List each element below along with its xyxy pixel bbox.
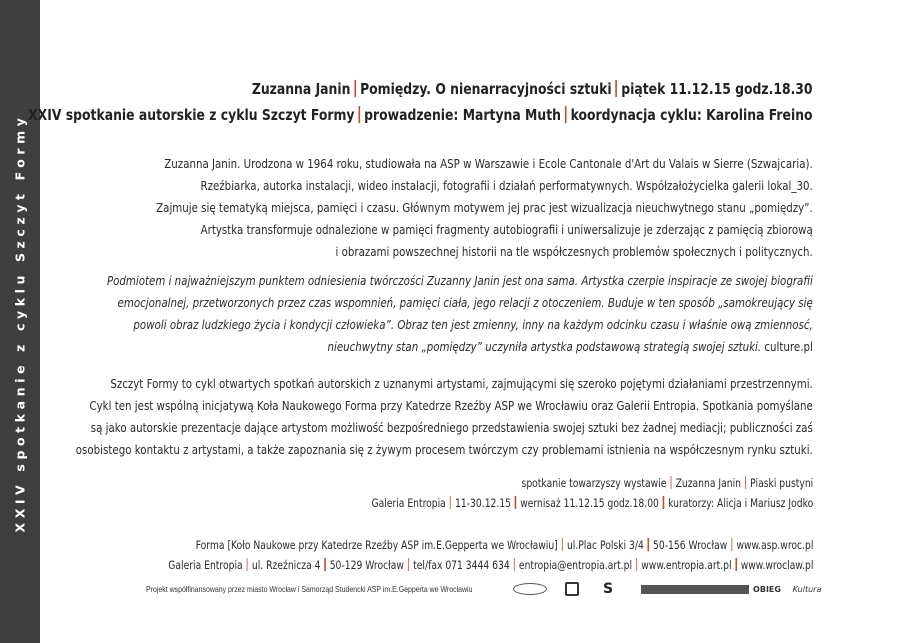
event-date: piątek 11.12.15 godz.18.30 bbox=[621, 80, 813, 98]
separator bbox=[450, 496, 451, 509]
curators: kuratorzy: Alicja i Mariusz Jodko bbox=[667, 496, 813, 510]
paragraph-line: emocjonalnej, przetworzonych przez czas wspomnień, pamięci ciała, jego relacji z otoczeniem. Buduje w ten sposób „samokreujący się bbox=[117, 295, 813, 310]
paragraph-line: Zuzanna Janin. Urodzona w 1964 roku, studiowała na ASP w Warszawie i Ecole Cantonale d'Art du Valais w Sierre (Szwajcaria). bbox=[164, 156, 813, 171]
wroclaw-website-link[interactable]: www.wroclaw.pl bbox=[740, 558, 813, 572]
separator bbox=[745, 476, 746, 489]
separator bbox=[647, 538, 648, 551]
separator bbox=[408, 558, 409, 571]
paragraph-line: Zajmuje się tematyką miejsca, pamięci i czasu. Głównym motywem jej prac jest wizualizacja nieuchwytnego stanu „pomiędzy”. bbox=[156, 200, 813, 215]
separator bbox=[731, 538, 732, 551]
header-line-2 bbox=[29, 102, 813, 128]
exhibition-line-2 bbox=[371, 493, 813, 513]
header-line-1 bbox=[29, 76, 813, 102]
contact-info bbox=[7, 535, 813, 575]
host: prowadzenie: Martyna Muth bbox=[364, 106, 562, 124]
meeting-title: XXIV spotkanie autorskie z cyklu Szczyt Formy bbox=[28, 106, 355, 124]
kultura-logo: Kultura bbox=[792, 584, 822, 594]
gallery-phone: tel/fax 071 3444 634 bbox=[412, 558, 510, 572]
sidebar-title: XXIV spotkanie z cyklu Szczyt Formy bbox=[12, 113, 28, 533]
paragraph-line: Szczyt Formy to cykl otwartych spotkań autorskich z uznanymi artystami, zajmującymi się szeroko pojętymi działaniami przestrzennymi. bbox=[110, 376, 814, 391]
separator bbox=[359, 106, 361, 123]
exhibition-note: spotkanie towarzyszy wystawie bbox=[521, 476, 667, 490]
paragraph-line: powoli obraz ludzkiego życia i kondycji człowieka”. Obraz ten jest zmienny, inny na każdym odcinku czasu i właśnie ową zmiennosć, bbox=[133, 317, 813, 332]
paragraph-line bbox=[107, 336, 813, 358]
exhibition-line-1 bbox=[371, 473, 813, 493]
separator bbox=[616, 80, 618, 97]
exhibition-title: Piaski pustyni bbox=[749, 476, 813, 490]
paragraph-line: są jako autorskie prezentacje dające artystom możliwość bezpośredniego przedstawienia swojej sztuki bez żadnej mediacji; publiczności zaś bbox=[90, 420, 813, 435]
separator bbox=[246, 558, 247, 571]
funding-note: Projekt współfinansowany przez miasto Wrocław i Samorząd Studencki ASP im.E.Gepperta we Wrocławiu bbox=[146, 585, 473, 594]
contact-line-2 bbox=[168, 555, 813, 575]
separator bbox=[735, 558, 736, 571]
separator bbox=[670, 476, 671, 489]
separator bbox=[561, 538, 562, 551]
exhibition-info bbox=[261, 473, 813, 513]
artist-name: Zuzanna Janin bbox=[252, 80, 351, 98]
gallery-name: Galeria Entropia bbox=[371, 496, 446, 510]
gallery-email-link[interactable]: entropia@entropia.art.pl bbox=[518, 558, 632, 572]
organizer: Forma [Koło Naukowe przy Katedrze Rzeźby ASP im.E.Gepperta we Wrocławiu] bbox=[195, 538, 558, 552]
sponsor-logos bbox=[512, 580, 822, 600]
organizer-address: ul.Plac Polski 3/4 bbox=[566, 538, 644, 552]
separator bbox=[324, 558, 325, 571]
header bbox=[0, 76, 813, 128]
lecture-title: Pomiędzy. O nienarracyjności sztuki bbox=[360, 80, 613, 98]
gallery-name: Galeria Entropia bbox=[167, 558, 243, 572]
asp-website-link[interactable]: www.asp.wroc.pl bbox=[736, 538, 813, 552]
separator bbox=[513, 558, 514, 571]
biography-paragraph bbox=[12, 153, 813, 263]
separator bbox=[636, 558, 637, 571]
paragraph-line: osobistego kontaktu z artystami, a także zapoznania się z żywym procesem twórczym czy problemami istnienia na współczesnym rynku sztuki. bbox=[75, 442, 813, 457]
paragraph-line: i obrazami powszechnej historii na tle współczesnych problemów społecznych i politycznych. bbox=[335, 244, 813, 259]
separator bbox=[515, 496, 516, 509]
quote-source: culture.pl bbox=[764, 339, 813, 354]
gallery-address: ul. Rzeźnicza 4 bbox=[251, 558, 321, 572]
wroclaw-logo bbox=[640, 580, 750, 598]
paragraph-line: Rzeźbiarka, autorka instalacji, wideo instalacji, fotografii i działań performatywnych. Współzałożycielka galerii lokal_30. bbox=[200, 178, 813, 193]
entropia-logo bbox=[512, 580, 548, 598]
quote-paragraph bbox=[0, 270, 813, 358]
entropia-website-link[interactable]: www.entropia.art.pl bbox=[640, 558, 732, 572]
obieg-logo: OBIEG bbox=[753, 584, 781, 594]
exhibition-dates: 11-30.12.15 bbox=[454, 496, 511, 510]
cycle-description-paragraph bbox=[0, 373, 813, 461]
paragraph-line: Artystka transformuje odnalezione w pamięci fragmenty autobiografii i uniwersalizuje je zderzając z pamięcią zbiorową bbox=[200, 222, 814, 237]
quote-last-line: nieuchwytny stan „pomiędzy” uczyniła artystka podstawową strategią swojej sztuki. bbox=[327, 339, 762, 354]
exhibition-artist: Zuzanna Janin bbox=[675, 476, 741, 490]
student-council-logo: S bbox=[602, 581, 614, 597]
opening-time: wernisaż 11.12.15 godz.18.00 bbox=[520, 496, 659, 510]
paragraph-line: Cykl ten jest wspólną inicjatywą Koła Naukowego Forma przy Katedrze Rzeźby ASP we Wrocławiu oraz Galerii Entropia. Spotkania pomyślane bbox=[89, 398, 813, 413]
organizer-postcode: 50-156 Wrocław bbox=[652, 538, 727, 552]
contact-line-1 bbox=[168, 535, 813, 555]
coordinator: koordynacja cyklu: Karolina Freino bbox=[571, 106, 813, 124]
separator bbox=[565, 106, 567, 123]
separator bbox=[355, 80, 357, 97]
asp-logo bbox=[564, 580, 580, 598]
gallery-postcode: 50-129 Wrocław bbox=[329, 558, 404, 572]
separator bbox=[663, 496, 664, 509]
paragraph-line: Podmiotem i najważniejszym punktem odniesienia twórczości Zuzanny Janin jest ona sama. Artystka czerpie inspiracje ze swojej biografii bbox=[107, 273, 813, 288]
